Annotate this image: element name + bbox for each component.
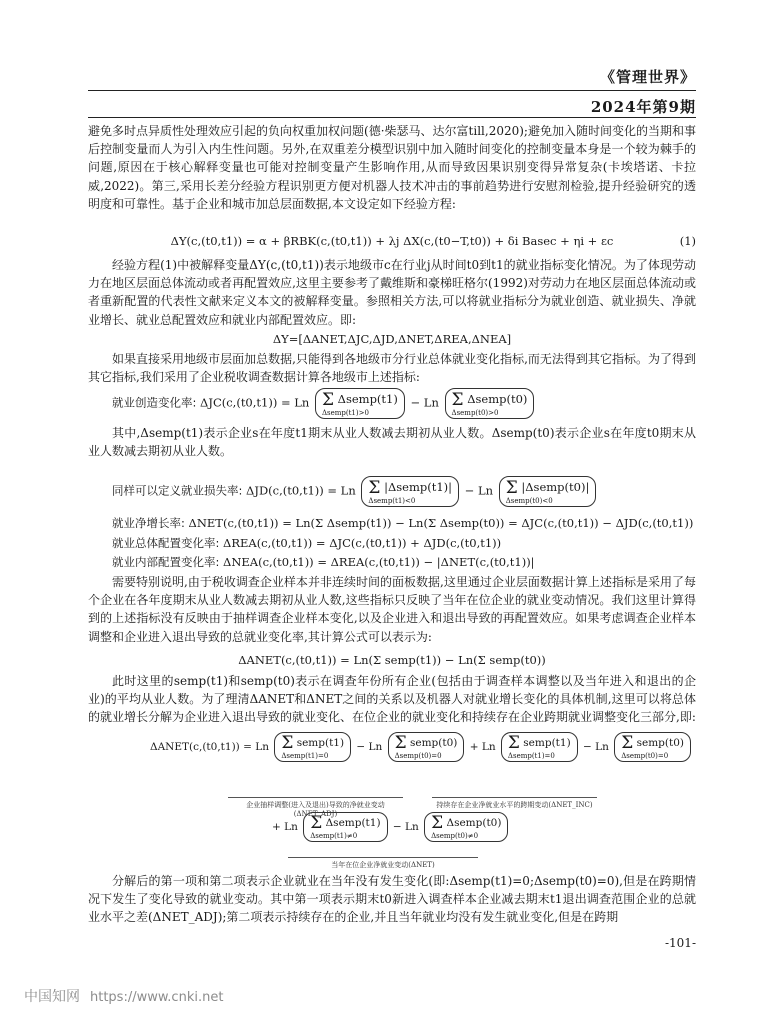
decomp-paren-5 <box>303 812 387 842</box>
paragraph-6: 此时这里的semp(t1)和semp(t0)表示在调查年份所有企业(包括由于调查样本调整以及当年进入和退出的企业)的平均从业人数。为了理清ΔANET和ΔNET之间的关系以及机器人对就业增长变化的具体机制,这里可以将总体的就业增长分解为企业进入退出导致的就业变化、在位企业的就业变化和持续存在企业跨期就业调整变化三部分,即: <box>88 674 696 725</box>
jc-paren-2 <box>445 388 535 419</box>
sum-icon: Σ <box>621 733 634 753</box>
equation-1 <box>88 232 696 250</box>
sum-icon: Σ <box>368 478 381 498</box>
jc-term-2: Δsemp(t0) <box>467 392 528 406</box>
paragraph-1: 避免多时点异质性处理效应引起的负向权重加权问题(德·柴瑟马、达尔富till,2020);避免加入随时间变化的当期和事后控制变量而人为引入内生性问题。另外,在双重差分模型识别中加入随时间变化的控制变量本身是一个较为棘手的问题,原因在于核心解释变量也可能对控制变量产生影响作用,从而导致因果识别变得异常复杂(卡埃塔诺、卡拉威,2022)。第三,采用长差分经验方程识别更方便对机器人技术冲击的事前趋势进行安慰剂检验,提升经验研究的透明度和可靠性。基于企业和城市加总层面数据,本文设定如下经验方程: <box>88 124 696 211</box>
jd-lhs: ΔJD(c,(t0,t1)) = Ln <box>246 483 356 498</box>
footer-brand: 中国知网 <box>24 989 80 1005</box>
decomp-paren-6 <box>424 812 508 842</box>
net-expr: ΔNET(c,(t0,t1)) = Ln(Σ Δsemp(t1)) − Ln(Σ Δsemp(t0)) = ΔJC(c,(t0,t1)) − ΔJD(c,(t0,t1)) <box>188 516 694 530</box>
footer-url[interactable]: https://www.cnki.net <box>90 990 224 1005</box>
paragraph-2: 经验方程(1)中被解释变量ΔY(c,(t0,t1))表示地级市c在行业j从时间t0到t1的就业指标变化情况。为了体现劳动力在地区层面总体流动或者再配置效应,这里主要参考了戴维斯和豪梯旺格尔(1992)对劳动力在地区层面总体流动或者重新配置的代表性文献来定义本文的被解释变量。参照相关方法,可以将就业指标分为就业创造、就业损失、净就业增长、就业总配置效应和就业内部配置效应。即: <box>88 258 696 327</box>
brace-note-adj: 企业抽样调整(进入及退出)导致的净就业变动(ΔNET_ADJ) <box>228 797 403 818</box>
header-rule-bottom <box>88 117 696 118</box>
equation-anet: ΔANET(c,(t0,t1)) = Ln(Σ semp(t1)) − Ln(Σ semp(t0)) <box>238 653 546 667</box>
sum-icon: Σ <box>505 478 518 498</box>
paragraph-3: 如果直接采用地级市层面加总数据,只能得到各地级市分行业总体就业变化指标,而无法得到其它指标。为了得到其它指标,我们采用了企业税收调查数据计算各地级市上述指标: <box>88 352 696 385</box>
jc-lhs: ΔJC(c,(t0,t1)) = Ln <box>200 395 310 410</box>
decomp-paren-4 <box>614 732 691 762</box>
jd-term-1: |Δsemp(t1)| <box>384 480 453 494</box>
decomp-term-4: semp(t0) <box>636 737 684 749</box>
jc-cond-2: Δsemp(t0)>0 <box>451 409 499 417</box>
decomp-term-5: Δsemp(t1) <box>325 817 381 829</box>
decomp-cond-5: Δsemp(t1)≠0 <box>310 832 358 840</box>
decomp-cond-4: Δsemp(t0)=0 <box>621 752 669 760</box>
issue-label: 2024年第9期 <box>590 98 696 116</box>
rea-expr: ΔREA(c,(t0,t1)) = ΔJC(c,(t0,t1)) + ΔJD(c,(t0,t1)) <box>223 536 502 550</box>
sum-icon: Σ <box>394 733 407 753</box>
sum-icon: Σ <box>431 813 444 833</box>
decomp-cond-3: Δsemp(t1)=0 <box>507 752 555 760</box>
jd-cond-1: Δsemp(t1)<0 <box>368 497 416 505</box>
nea-label: 就业内部配置变化率: <box>112 555 220 569</box>
brace-note-net: 当年在位企业净就业变动(ΔNET) <box>288 857 478 870</box>
sum-icon: Σ <box>321 390 334 410</box>
decomp-lhs: ΔANET(c,(t0,t1)) = Ln <box>150 741 269 753</box>
jd-label: 同样可以定义就业损失率: <box>112 483 243 498</box>
decomp-paren-1 <box>274 732 351 762</box>
jd-paren-2 <box>499 476 597 507</box>
jd-cond-2: Δsemp(t0)<0 <box>505 497 553 505</box>
equation-net <box>112 514 720 532</box>
net-label: 就业净增长率: <box>112 516 185 530</box>
sum-icon: Σ <box>507 733 520 753</box>
equation-1-expr: ΔY(c,(t0,t1)) = α + βRBK(c,(t0,t1)) + λj ΔX(c,(t0−T,t0)) + δi Basec + ηi + εc <box>170 234 614 248</box>
sum-icon: Σ <box>281 733 294 753</box>
brace-note-inc: 持续存在企业净就业水平的跨期变动(ΔNET_INC) <box>432 797 597 810</box>
equation-dy: ΔY=[ΔANET,ΔJC,ΔJD,ΔNET,ΔREA,ΔNEA] <box>272 332 512 346</box>
page-number: -101- <box>664 936 696 950</box>
equation-decomposition-row2: + Ln Σ Δsemp(t1) Δsemp(t1)≠0 − Ln Σ Δsemp(t0) Δsemp(t0)≠0 <box>272 812 572 842</box>
header-rule <box>88 90 696 91</box>
equation-rea <box>112 534 720 552</box>
equation-jc: 就业创造变化率: ΔJC(c,(t0,t1)) = Ln Σ Δsemp(t1) Δsemp(t1)>0 − Ln Σ Δsemp(t0) Δsemp(t0)>0 <box>112 388 720 419</box>
equation-jd: 同样可以定义就业损失率: ΔJD(c,(t0,t1)) = Ln Σ |Δsemp(t1)| Δsemp(t1)<0 − Ln Σ |Δsemp(t0)| Δsemp(t0)<0 <box>112 476 720 507</box>
decomp-paren-2 <box>388 732 465 762</box>
paragraph-7: 分解后的第一项和第二项表示企业就业在当年没有发生变化(即:Δsemp(t1)=0;Δsemp(t0)=0),但是在跨期情况下发生了变化导致的就业变动。其中第一项表示期末t0新进入调查样本企业减去期末t1退出调查范围企业的总就业水平之差(ΔNET_ADJ);第二项表示持续存在的企业,并且当年就业均没有发生就业变化,但是在跨期 <box>88 874 696 925</box>
rea-label: 就业总体配置变化率: <box>112 536 220 550</box>
sum-icon: Σ <box>310 813 323 833</box>
decomp-term-6: Δsemp(t0) <box>446 817 502 829</box>
decomp-cond-2: Δsemp(t0)=0 <box>394 752 442 760</box>
decomp-cond-6: Δsemp(t0)≠0 <box>431 832 479 840</box>
paragraph-5: 需要特别说明,由于税收调查企业样本并非连续时间的面板数据,这里通过企业层面数据计算上述指标是采用了每个企业在各年度期末从业人数减去期初从业人数,这些指标只反映了当年在位企业的就业变动情况。我们这里计算得到的上述指标没有反映由于抽样调查企业样本变化,以及企业进入和退出导致的再配置效应。如果考虑调查企业样本调整和企业进入退出导致的总就业变化率,其计算公式可以表示为: <box>88 575 696 644</box>
decomp-term-2: semp(t0) <box>410 737 458 749</box>
decomp-term-1: semp(t1) <box>296 737 345 749</box>
jc-paren-1 <box>315 388 405 419</box>
nea-expr: ΔNEA(c,(t0,t1)) = ΔREA(c,(t0,t1)) − |ΔNET(c,(t0,t1))| <box>223 555 535 569</box>
jc-label: 就业创造变化率: <box>112 395 197 410</box>
equation-nea <box>112 553 720 571</box>
jc-term-1: Δsemp(t1) <box>337 392 398 406</box>
equation-decomposition-row1: ΔANET(c,(t0,t1)) = Ln Σ semp(t1) Δsemp(t1)=0 − Ln Σ semp(t0) Δsemp(t0)=0 + Ln Σ semp(t1) Δsemp(t1)=0 − Ln Σ semp(t0) Δsemp(t0)=0 <box>150 732 710 762</box>
paragraph-4: 其中,Δsemp(t1)表示企业s在年度t1期末从业人数减去期初从业人数。Δsemp(t0)表示企业s在年度t0期末从业人数减去期初从业人数。 <box>88 426 696 459</box>
footer-watermark <box>24 986 223 1006</box>
equation-1-number: (1) <box>679 234 696 248</box>
journal-name: 《管理世界》 <box>599 68 696 86</box>
jd-term-2: |Δsemp(t0)| <box>521 480 590 494</box>
decomp-cond-1: Δsemp(t1)=0 <box>281 752 329 760</box>
jc-cond-1: Δsemp(t1)>0 <box>321 409 369 417</box>
decomp-paren-3 <box>501 732 578 762</box>
decomp-term-3: semp(t1) <box>523 737 571 749</box>
sum-icon: Σ <box>451 390 464 410</box>
jd-paren-1 <box>361 476 459 507</box>
